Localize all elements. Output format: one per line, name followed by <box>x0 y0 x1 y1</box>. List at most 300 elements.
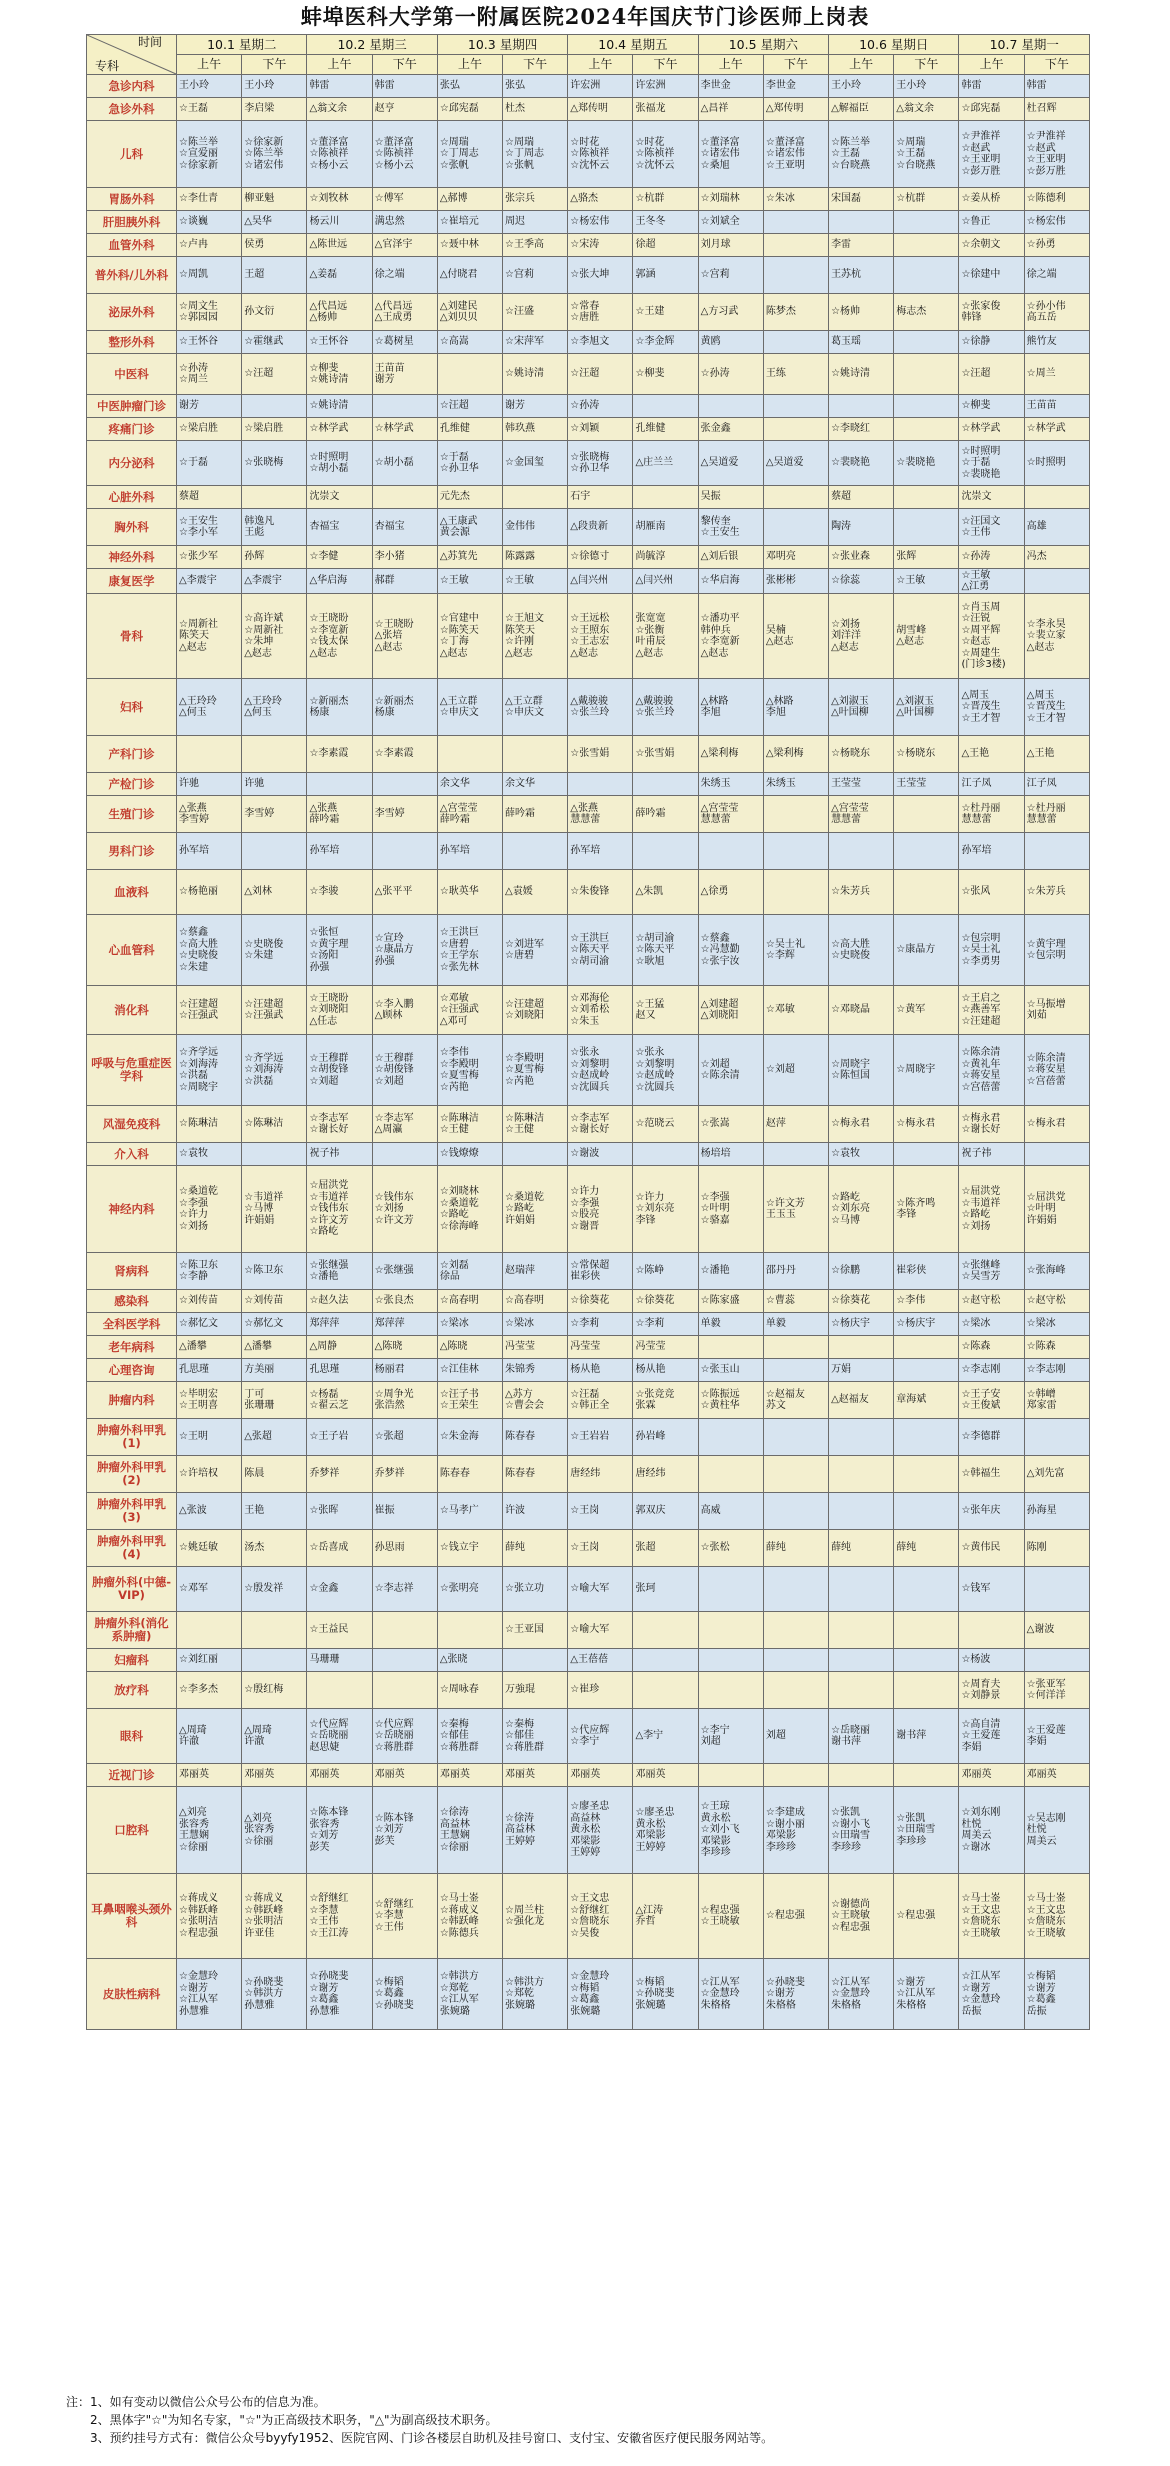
doctor-name: ☆刘东亮 <box>635 1203 675 1215</box>
doctor-cell <box>372 1672 437 1709</box>
doctor-cell <box>633 679 698 736</box>
doctor-name: ☆李殿明 <box>505 1052 545 1064</box>
doctor-cell <box>568 1290 633 1313</box>
doctor-name: ☆李骏 <box>309 886 339 898</box>
doctor-name: (门诊3楼) <box>961 659 1006 670</box>
doctor-cell <box>568 1382 633 1419</box>
doctor-cell <box>763 1493 828 1530</box>
doctor-cell <box>959 833 1024 870</box>
doctor-name: ☆洪磊 <box>179 1070 208 1081</box>
doctor-cell <box>829 1709 894 1764</box>
doctor-cell <box>698 569 763 594</box>
doctor-name: ☆诸宏伟 <box>244 159 284 171</box>
doctor-cell <box>307 294 372 331</box>
doctor-name: ☆陈森 <box>1026 1341 1056 1353</box>
doctor-cell <box>437 1959 502 2030</box>
doctor-name: ☆黄军 <box>896 1004 926 1016</box>
doctor-name: 孔维健 <box>635 423 666 435</box>
doctor-cell <box>503 1530 568 1567</box>
doctor-cell <box>372 354 437 395</box>
doctor-cell <box>633 1456 698 1493</box>
doctor-name: ☆赵成岭 <box>570 1070 610 1081</box>
doctor-name: ☆杜丹丽 <box>961 802 1001 814</box>
doctor-cell <box>698 234 763 257</box>
doctor-name: 王苏杭 <box>831 269 862 281</box>
doctor-cell <box>437 354 502 395</box>
doctor-name: ☆徐葵花 <box>635 1295 675 1307</box>
doctor-cell <box>437 1382 502 1419</box>
doctor-cell <box>503 1764 568 1787</box>
doctor-cell <box>633 395 698 418</box>
doctor-name: ☆强化龙 <box>505 1916 545 1927</box>
doctor-name: 唐经纬 <box>570 1468 601 1480</box>
doctor-cell <box>959 418 1024 441</box>
doctor-cell <box>177 870 242 915</box>
doctor-cell <box>503 1493 568 1530</box>
doctor-cell <box>372 594 437 679</box>
doctor-name: ☆常保超 <box>570 1259 610 1271</box>
doctor-cell <box>1024 736 1089 773</box>
doctor-cell <box>829 1649 894 1672</box>
doctor-name: ☆柳斐 <box>961 400 991 412</box>
doctor-name: 王婷婷 <box>570 1847 601 1859</box>
doctor-name: 孙慧雅 <box>179 2005 210 2017</box>
doctor-name: ☆陈峥 <box>635 1265 665 1277</box>
doctor-name: ☆周晓宇 <box>896 1064 936 1076</box>
doctor-name: ☆谢芳 <box>765 1988 795 2000</box>
doctor-name: △昌祥 <box>700 103 729 115</box>
doctor-name: ☆梅永君 <box>1026 1118 1066 1130</box>
doctor-name: ☆桑道乾 <box>505 1191 545 1203</box>
doctor-cell <box>177 1493 242 1530</box>
doctor-name: ☆许文芳 <box>765 1197 805 1209</box>
doctor-name: ☆林学武 <box>1026 423 1066 435</box>
doctor-cell <box>177 1143 242 1166</box>
doctor-name: 杨从艳 <box>635 1364 666 1376</box>
doctor-cell <box>633 354 698 395</box>
doctor-cell <box>242 395 307 418</box>
doctor-cell <box>894 1874 959 1959</box>
doctor-cell <box>633 1313 698 1336</box>
doctor-name: ☆陈祯祥 <box>570 148 610 160</box>
doctor-name: ☆李殿明 <box>439 1058 479 1070</box>
doctor-cell <box>698 1313 763 1336</box>
table-row <box>87 1709 1090 1764</box>
doctor-cell <box>829 773 894 796</box>
doctor-cell <box>959 1313 1024 1336</box>
doctor-cell <box>307 1530 372 1567</box>
doctor-cell <box>1024 257 1089 294</box>
doctor-cell <box>829 331 894 354</box>
doctor-name: ☆徐建中 <box>961 269 1001 281</box>
doctor-name: ☆刘黎明 <box>570 1058 610 1070</box>
doctor-name: △周琦 <box>244 1724 272 1736</box>
doctor-name: ☆齐学远 <box>179 1047 218 1058</box>
doctor-name: ☆刘小飞 <box>700 1824 740 1836</box>
doctor-name: 孙军培 <box>179 845 210 857</box>
doctor-cell <box>307 1143 372 1166</box>
doctor-name: △赵志 <box>244 647 272 659</box>
department-name: 泌尿外科 <box>87 294 177 331</box>
doctor-name: ☆于磊 <box>439 451 469 463</box>
doctor-name: ☆陈家盛 <box>700 1295 740 1307</box>
doctor-name: ☆时照明 <box>309 451 349 463</box>
doctor-name: 万強琨 <box>505 1684 536 1696</box>
doctor-name: ☆谢长好 <box>570 1124 610 1135</box>
doctor-name: ☆陈琳洁 <box>244 1118 284 1130</box>
doctor-name: △戴骏骏 <box>635 695 674 707</box>
doctor-name: ☆程忠强 <box>765 1910 805 1922</box>
doctor-cell <box>894 486 959 509</box>
doctor-cell <box>568 418 633 441</box>
doctor-name: △官泽宇 <box>374 239 413 251</box>
doctor-name: ☆周争光 <box>374 1388 414 1400</box>
doctor-name: 薛纯 <box>505 1542 526 1554</box>
doctor-name: ☆王穆群 <box>309 1052 349 1064</box>
doctor-cell <box>307 211 372 234</box>
doctor-name: ☆郁佳 <box>505 1730 535 1742</box>
doctor-cell <box>372 1612 437 1649</box>
doctor-cell <box>307 679 372 736</box>
doctor-name: ☆金慧玲 <box>179 1971 218 1982</box>
doctor-cell <box>959 1764 1024 1787</box>
doctor-name: △骆杰 <box>570 193 598 205</box>
doctor-cell <box>1024 1612 1089 1649</box>
doctor-name: ☆秦梅 <box>439 1718 469 1730</box>
doctor-name: ☆潘艳 <box>309 1271 339 1282</box>
doctor-cell <box>633 441 698 486</box>
doctor-name: ☆胡俊锋 <box>309 1064 349 1076</box>
doctor-name: ☆梅韬 <box>570 1982 600 1994</box>
doctor-cell <box>568 1336 633 1359</box>
doctor-name: ☆王健 <box>439 1124 469 1135</box>
doctor-cell <box>763 1764 828 1787</box>
doctor-name: △段贵新 <box>570 521 608 533</box>
doctor-name: ☆陈恒国 <box>831 1070 871 1081</box>
doctor-name: ☆李强 <box>700 1191 730 1203</box>
doctor-name: 冯莹莹 <box>570 1341 601 1353</box>
doctor-cell <box>698 1530 763 1567</box>
doctor-cell <box>959 1672 1024 1709</box>
doctor-cell <box>437 1764 502 1787</box>
doctor-cell <box>568 1166 633 1253</box>
doctor-cell <box>372 773 437 796</box>
doctor-name: ☆蒋胜群 <box>374 1741 414 1753</box>
doctor-name: ☆刘芳 <box>374 1824 404 1836</box>
doctor-name: △周静 <box>309 1341 338 1353</box>
doctor-cell <box>437 1035 502 1106</box>
doctor-name: ☆喻大军 <box>570 1624 610 1636</box>
doctor-cell <box>177 1253 242 1290</box>
doctor-name: ☆李宽新 <box>700 636 740 647</box>
doctor-cell <box>829 1567 894 1612</box>
doctor-name: ☆汪超 <box>961 368 991 380</box>
doctor-name: 郭涵 <box>635 269 656 281</box>
doctor-name: ☆孙涛 <box>700 368 730 380</box>
doctor-cell <box>568 1313 633 1336</box>
doctor-cell <box>1024 1649 1089 1672</box>
doctor-name: 孙海星 <box>1026 1505 1057 1517</box>
doctor-name: ☆蒋胜群 <box>505 1741 545 1753</box>
table-row <box>87 331 1090 354</box>
day-header: 10.3 星期四 <box>437 35 567 55</box>
doctor-name: ☆王照东 <box>570 624 610 636</box>
doctor-cell <box>829 1290 894 1313</box>
doctor-cell <box>1024 1336 1089 1359</box>
doctor-cell <box>437 418 502 441</box>
doctor-name: ☆谢小飞 <box>831 1818 871 1830</box>
doctor-name: ☆屈洪党 <box>961 1186 1001 1197</box>
doctor-cell <box>894 1493 959 1530</box>
doctor-cell <box>829 1253 894 1290</box>
doctor-name: 孔维健 <box>439 423 470 435</box>
doctor-cell <box>307 833 372 870</box>
doctor-name: ☆潘艳 <box>700 1265 730 1277</box>
doctor-name: ☆蒋安星 <box>961 1070 1001 1081</box>
doctor-cell <box>1024 98 1089 121</box>
doctor-cell <box>503 1672 568 1709</box>
doctor-name: ☆刘进军 <box>505 938 545 950</box>
doctor-name: ☆李健 <box>309 551 339 563</box>
doctor-cell <box>763 1649 828 1672</box>
doctor-name: △周瀛 <box>374 1124 403 1135</box>
doctor-cell <box>1024 870 1089 915</box>
doctor-cell <box>503 486 568 509</box>
doctor-cell <box>437 1530 502 1567</box>
doctor-name: ☆董泽富 <box>765 136 805 148</box>
doctor-cell <box>698 1419 763 1456</box>
doctor-name: ☆邓晓晶 <box>831 1004 871 1016</box>
doctor-name: ☆史晓俊 <box>179 950 218 961</box>
doctor-name: ☆杨庆宇 <box>831 1318 871 1330</box>
doctor-name: △吴华 <box>244 216 272 228</box>
doctor-cell <box>894 418 959 441</box>
session-header: 上午 <box>568 55 633 75</box>
doctor-cell <box>698 546 763 569</box>
doctor-cell <box>1024 1106 1089 1143</box>
doctor-name: ☆林学武 <box>309 423 349 435</box>
doctor-cell <box>372 915 437 986</box>
doctor-cell <box>1024 1493 1089 1530</box>
doctor-name: 杨云川 <box>309 216 340 228</box>
doctor-name: 许娟娟 <box>505 1214 536 1226</box>
doctor-name: ☆许力 <box>635 1191 665 1203</box>
doctor-name: ☆王爱莲 <box>961 1730 1001 1742</box>
doctor-name: ☆马孝广 <box>439 1505 479 1517</box>
doctor-name: ☆王安生 <box>700 527 740 538</box>
doctor-cell <box>568 188 633 211</box>
doctor-name: ☆尹淮祥 <box>961 131 1001 142</box>
doctor-cell <box>503 679 568 736</box>
doctor-cell <box>503 395 568 418</box>
doctor-name: 崔彩侠 <box>570 1271 601 1282</box>
doctor-cell <box>633 1959 698 2030</box>
doctor-cell <box>1024 75 1089 98</box>
doctor-name: ☆诸宏伟 <box>700 148 740 160</box>
doctor-cell <box>242 915 307 986</box>
doctor-name: ☆张晖 <box>309 1505 339 1517</box>
doctor-name: ☆张兰玲 <box>635 707 675 718</box>
table-row <box>87 98 1090 121</box>
doctor-cell <box>829 679 894 736</box>
doctor-name: 邓丽英 <box>244 1769 275 1781</box>
doctor-cell <box>633 594 698 679</box>
doctor-name: ☆包宗明 <box>1026 950 1066 961</box>
doctor-cell <box>437 331 502 354</box>
doctor-name: ☆韦道祥 <box>244 1191 284 1203</box>
doctor-name: △顾林 <box>374 1010 403 1021</box>
doctor-cell <box>242 1672 307 1709</box>
doctor-name: ☆刘传苗 <box>244 1295 284 1307</box>
doctor-cell <box>568 211 633 234</box>
doctor-cell <box>372 441 437 486</box>
doctor-cell <box>894 870 959 915</box>
department-name: 近视门诊 <box>87 1764 177 1787</box>
doctor-cell <box>763 569 828 594</box>
doctor-name: 邓梁影 <box>635 1830 666 1841</box>
doctor-name: ☆胡司渝 <box>570 955 610 967</box>
doctor-cell <box>568 75 633 98</box>
doctor-name: ☆汪超 <box>244 368 274 380</box>
table-row <box>87 1336 1090 1359</box>
doctor-cell <box>633 1787 698 1874</box>
doctor-name: ☆胡小磊 <box>374 457 414 469</box>
doctor-name: ☆蒋胜群 <box>439 1741 479 1753</box>
doctor-name: ☆韩跃峰 <box>439 1916 479 1927</box>
doctor-cell <box>894 1359 959 1382</box>
corner-time-label: 时间 <box>138 35 163 49</box>
doctor-cell <box>568 1143 633 1166</box>
doctor-name: ☆汪磊 <box>570 1388 600 1400</box>
doctor-name: ☆王江涛 <box>309 1927 349 1939</box>
doctor-cell <box>633 1359 698 1382</box>
doctor-name: ☆崔培元 <box>439 216 479 228</box>
department-name: 肾病科 <box>87 1253 177 1290</box>
doctor-name: 薛纯 <box>765 1542 786 1554</box>
doctor-name: ☆曹蕊 <box>765 1295 795 1307</box>
doctor-cell <box>177 594 242 679</box>
doctor-name: ☆汪强武 <box>439 1004 479 1016</box>
doctor-name: △戴骏骏 <box>570 695 608 707</box>
doctor-cell <box>1024 234 1089 257</box>
doctor-name: 彭芙 <box>374 1835 395 1847</box>
doctor-name: ☆台晓燕 <box>896 159 936 171</box>
doctor-name: 杜悦 <box>1026 1824 1047 1836</box>
doctor-name: △赵志 <box>1026 641 1055 653</box>
doctor-cell <box>437 1709 502 1764</box>
doctor-cell <box>503 257 568 294</box>
doctor-name: ☆王晓盼 <box>309 992 349 1004</box>
doctor-cell <box>894 441 959 486</box>
doctor-name: ☆金慧玲 <box>961 1994 1001 2005</box>
doctor-cell <box>242 1166 307 1253</box>
session-header: 上午 <box>829 55 894 75</box>
doctor-cell <box>372 1166 437 1253</box>
doctor-name: 汤杰 <box>244 1542 265 1554</box>
doctor-cell <box>959 1143 1024 1166</box>
doctor-name: ☆梁启胜 <box>244 423 284 435</box>
doctor-name: ☆杨磊 <box>309 1388 339 1400</box>
doctor-name: △潘攀 <box>179 1341 207 1353</box>
doctor-cell <box>829 1313 894 1336</box>
doctor-name: 朱格格 <box>896 1999 927 2011</box>
department-name: 口腔科 <box>87 1787 177 1874</box>
doctor-name: ☆路屹 <box>505 1203 535 1215</box>
doctor-cell <box>1024 509 1089 546</box>
doctor-cell <box>829 915 894 986</box>
doctor-name: ☆范晓云 <box>635 1118 675 1130</box>
doctor-name: 张超 <box>635 1542 656 1554</box>
department-name: 耳鼻咽喉头颈外科 <box>87 1874 177 1959</box>
doctor-cell <box>437 546 502 569</box>
doctor-cell <box>959 773 1024 796</box>
doctor-name: △宫莹莹 <box>700 802 739 814</box>
doctor-name: ☆朱金海 <box>439 1431 479 1443</box>
doctor-name: 郑萍萍 <box>374 1318 405 1330</box>
doctor-name: 沈崇文 <box>309 491 340 503</box>
doctor-name: 孔思瑾 <box>309 1364 340 1376</box>
doctor-cell <box>959 569 1024 594</box>
doctor-cell <box>242 986 307 1035</box>
doctor-name: 张容秀 <box>179 1818 210 1830</box>
doctor-cell <box>568 234 633 257</box>
department-name: 男科门诊 <box>87 833 177 870</box>
doctor-cell <box>894 569 959 594</box>
doctor-name: △任志 <box>309 1015 338 1027</box>
doctor-name: 慧慧蕾 <box>700 814 731 825</box>
doctor-cell <box>763 121 828 188</box>
doctor-cell <box>372 796 437 833</box>
footnotes <box>66 2393 1126 2447</box>
doctor-cell <box>437 509 502 546</box>
doctor-name: ☆杨庆宇 <box>896 1318 936 1330</box>
doctor-cell <box>503 986 568 1035</box>
doctor-cell <box>894 395 959 418</box>
doctor-cell <box>568 1709 633 1764</box>
doctor-cell <box>177 98 242 121</box>
doctor-cell <box>894 1649 959 1672</box>
doctor-cell <box>503 1419 568 1456</box>
doctor-name: ☆裴晓艳 <box>896 457 936 469</box>
department-name: 肿瘤外科(中德-VIP) <box>87 1567 177 1612</box>
doctor-name: ☆陈德兵 <box>439 1927 479 1939</box>
doctor-name: ☆王亚明 <box>1026 154 1066 165</box>
doctor-name: 朱格格 <box>700 1999 731 2011</box>
doctor-name: 张霖 <box>635 1400 656 1411</box>
doctor-name: 王慧娴 <box>179 1830 210 1841</box>
doctor-name: ☆李旭文 <box>570 336 610 348</box>
doctor-cell <box>698 1612 763 1649</box>
doctor-cell <box>698 679 763 736</box>
doctor-cell <box>894 188 959 211</box>
doctor-name: 薛纯 <box>831 1542 852 1554</box>
doctor-name: ☆周兰 <box>179 374 208 385</box>
doctor-cell <box>633 234 698 257</box>
doctor-cell <box>177 121 242 188</box>
table-row <box>87 1253 1090 1290</box>
session-header: 上午 <box>177 55 242 75</box>
doctor-name: 郑萍萍 <box>309 1318 340 1330</box>
doctor-cell <box>437 1143 502 1166</box>
doctor-name: 苏文 <box>765 1400 786 1411</box>
doctor-cell <box>372 121 437 188</box>
doctor-name: 邓明亮 <box>765 551 796 563</box>
table-row <box>87 1959 1090 2030</box>
doctor-cell <box>437 211 502 234</box>
doctor-name: ☆刘静景 <box>961 1690 1001 1701</box>
doctor-cell <box>959 1709 1024 1764</box>
doctor-name: ☆王岗 <box>570 1542 600 1554</box>
